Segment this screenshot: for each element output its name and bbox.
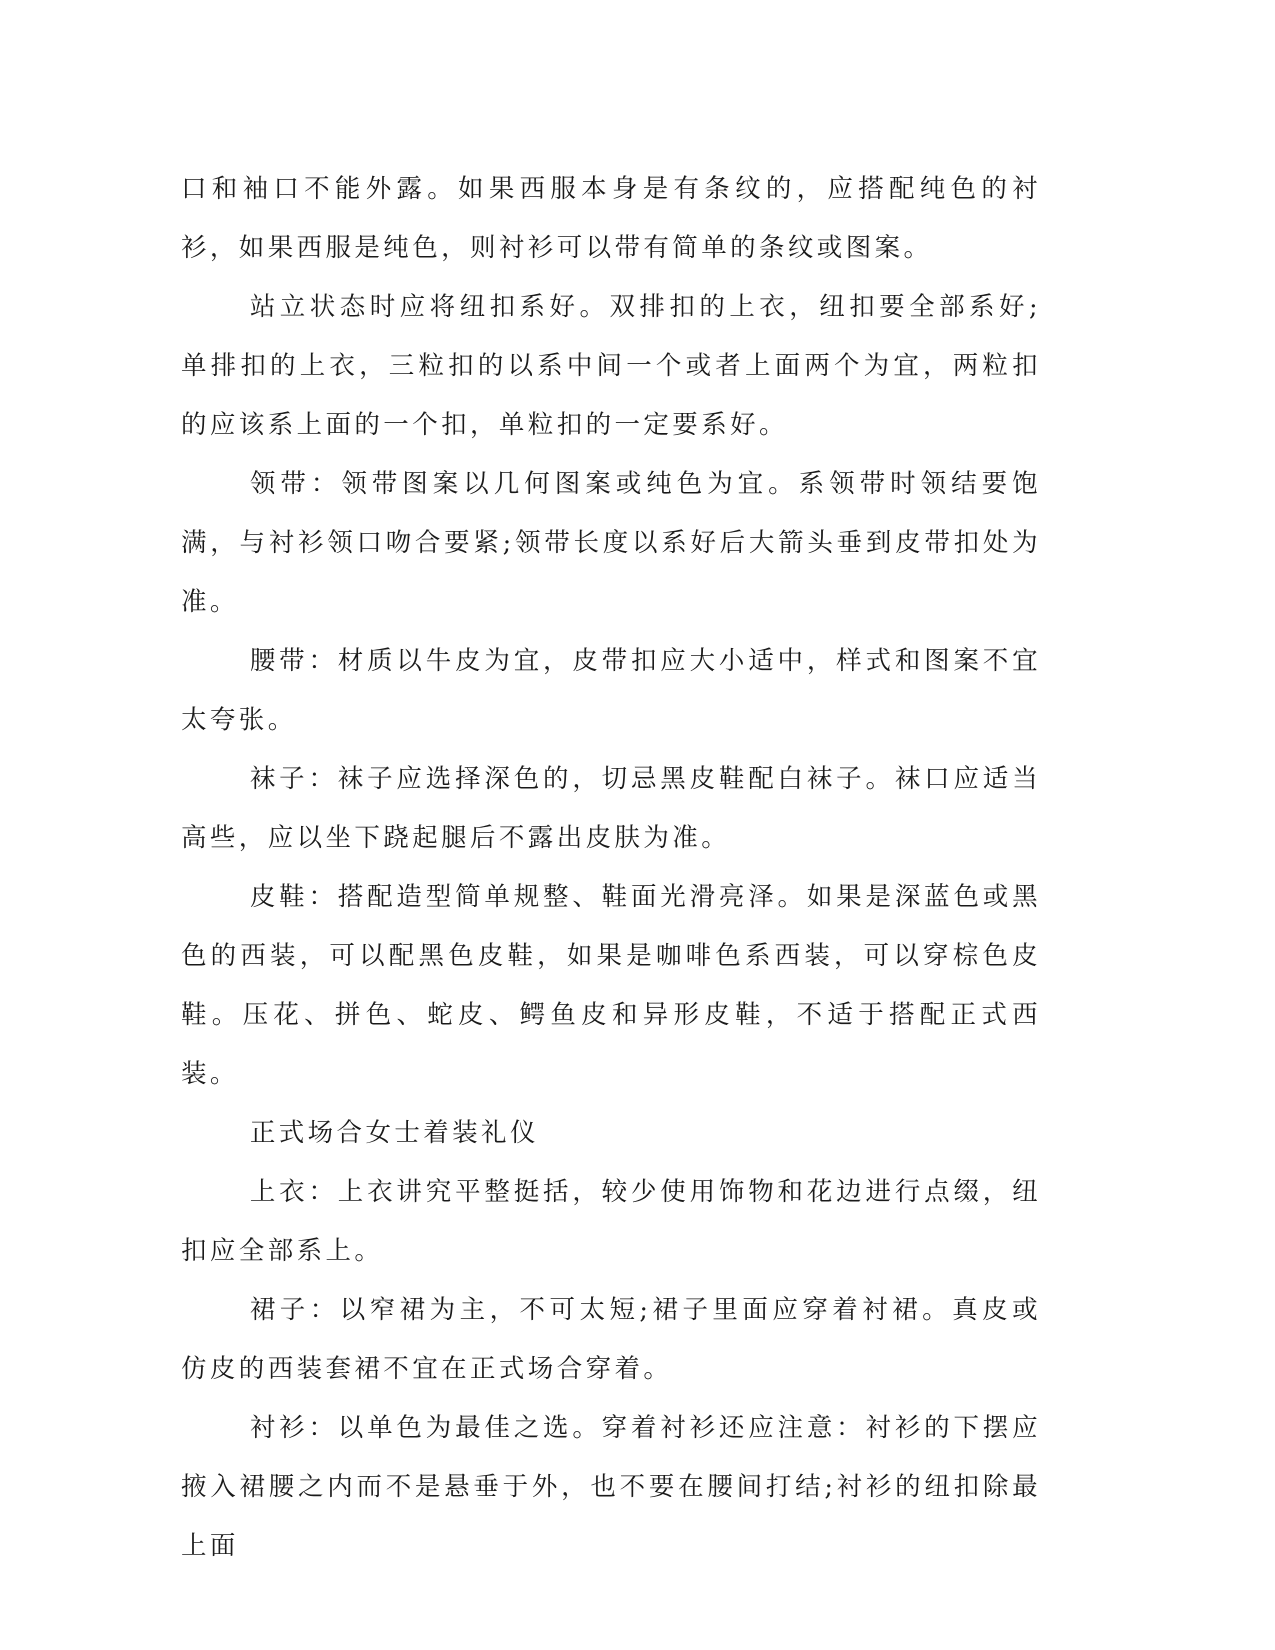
paragraph-continued: 口和袖口不能外露。如果西服本身是有条纹的，应搭配纯色的衬衫，如果西服是纯色，则衬衫可以带有简单的条纹或图案。 <box>181 174 1041 263</box>
paragraph-skirt: 裙子：以窄裙为主，不可太短;裙子里面应穿着衬裙。真皮或仿皮的西装套裙不宜在正式场合穿着。 <box>181 1295 1041 1384</box>
paragraph-shoes: 皮鞋：搭配造型简单规整、鞋面光滑亮泽。如果是深蓝色或黑色的西装，可以配黑色皮鞋，如果是咖啡色系西装，可以穿棕色皮鞋。压花、拼色、蛇皮、鳄鱼皮和异形皮鞋，不适于搭配正式西装。 <box>181 882 1041 1089</box>
paragraph-tie: 领带：领带图案以几何图案或纯色为宜。系领带时领结要饱满，与衬衫领口吻合要紧;领带长度以系好后大箭头垂到皮带扣处为准。 <box>181 469 1041 617</box>
paragraph-socks: 袜子：袜子应选择深色的，切忌黑皮鞋配白袜子。袜口应适当高些，应以坐下跷起腿后不露出皮肤为准。 <box>181 764 1041 853</box>
paragraph-belt: 腰带：材质以牛皮为宜，皮带扣应大小适中，样式和图案不宜太夸张。 <box>181 646 1041 735</box>
paragraph-shirt: 衬衫：以单色为最佳之选。穿着衬衫还应注意：衬衫的下摆应掖入裙腰之内而不是悬垂于外，也不要在腰间打结;衬衫的纽扣除最上面 <box>181 1413 1041 1561</box>
paragraph-buttons: 站立状态时应将纽扣系好。双排扣的上衣，纽扣要全部系好;单排扣的上衣，三粒扣的以系中间一个或者上面两个为宜，两粒扣的应该系上面的一个扣，单粒扣的一定要系好。 <box>181 292 1041 440</box>
paragraph-jacket: 上衣：上衣讲究平整挺括，较少使用饰物和花边进行点缀，纽扣应全部系上。 <box>181 1177 1041 1266</box>
section-heading-women: 正式场合女士着装礼仪 <box>249 1118 539 1148</box>
body-text <box>181 160 1041 1576</box>
